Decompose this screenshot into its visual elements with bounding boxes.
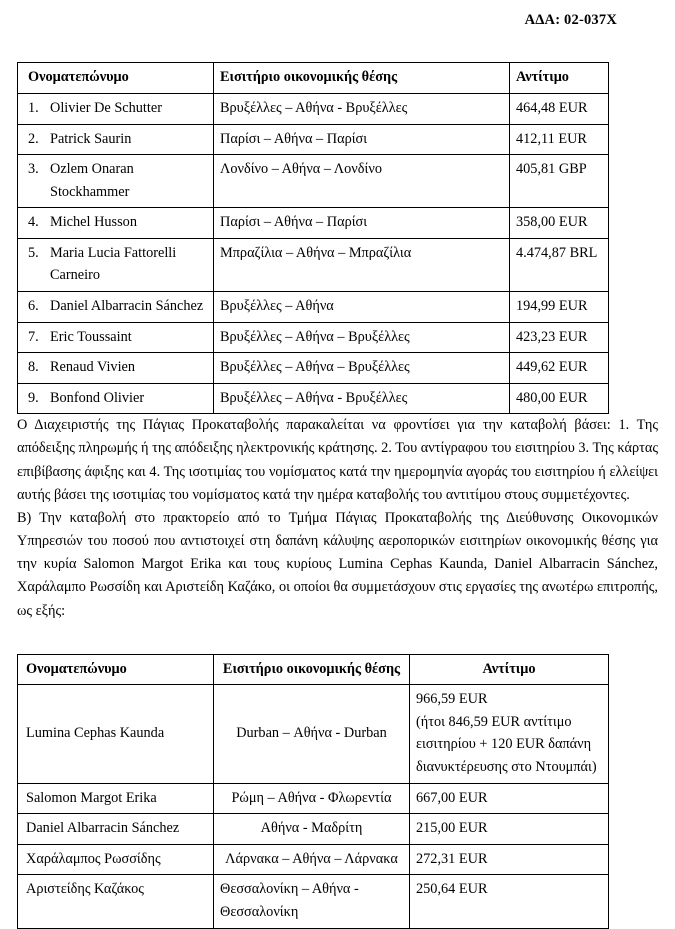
table-row (18, 238, 609, 291)
cell-line: Θεσσαλονίκη – Αθήνα - (220, 881, 359, 898)
cell-route: Λάρνακα – Αθήνα – Λάρνακα (214, 844, 410, 875)
cell-amount: 464,48 EUR (510, 93, 609, 124)
cell-name (18, 238, 214, 291)
participant-name: Maria Lucia Fattorelli Carneiro (50, 244, 177, 284)
table-row (18, 353, 609, 384)
column-header-name: Ονοματεπώνυμο (18, 654, 214, 685)
cell-route: Παρίσι – Αθήνα – Παρίσι (214, 124, 510, 155)
cell-amount: 215,00 EUR (410, 814, 609, 845)
participant-name: Renaud Vivien (50, 359, 136, 376)
cell-route: Βρυξέλλες – Αθήνα - Βρυξέλλες (214, 93, 510, 124)
table-row (18, 783, 609, 814)
table-header-row (18, 654, 609, 685)
ada-header: ΑΔΑ: 02-037Χ (524, 12, 617, 28)
cell-line: εισιτηρίου + 120 EUR δαπάνη (416, 736, 592, 753)
table-row (18, 93, 609, 124)
row-index: 8. (28, 359, 39, 376)
row-index: 2. (28, 130, 39, 147)
cell-name (18, 322, 214, 353)
cell-name (18, 353, 214, 384)
column-header-name: Ονοματεπώνυμο (18, 63, 214, 94)
cell-amount: 412,11 EUR (510, 124, 609, 155)
cell-name (18, 208, 214, 239)
participant-name: Michel Husson (50, 214, 137, 231)
table-row (18, 383, 609, 414)
cell-name (18, 155, 214, 208)
cell-name (18, 383, 214, 414)
cell-line: Θεσσαλονίκη (220, 903, 299, 920)
cell-line: διανυκτέρευσης στο Ντουμπάι) (416, 759, 597, 776)
cell-route: Λονδίνο – Αθήνα – Λονδίνο (214, 155, 510, 208)
row-index: 6. (28, 298, 39, 315)
cell-route: Βρυξέλλες – Αθήνα - Βρυξέλλες (214, 383, 510, 414)
cell-name: Χαράλαμπος Ρωσσίδης (18, 844, 214, 875)
table-row (18, 124, 609, 155)
cell-amount: 250,64 EUR (410, 875, 609, 928)
cell-line: 966,59 EUR (416, 691, 488, 708)
paragraph-section-b: Β) Την καταβολή στο πρακτορείο από το Τμήμα Πάγιας Προκαταβολής της Διεύθυνσης Οικονομικών Υπηρεσιών του ποσού που αντιστοιχεί στη δαπάνη κάλυψης αεροπορικών εισιτηρίων οικονομικής θέσης για την κυρία Salomon Margot Erika και τους κυρίους Lumina Cephas Kaunda, Daniel Albarracin Sánchez, Χαράλαμπο Ρωσσίδη και Αριστείδη Καζάκο, οι οποίοι θα συμμετάσχουν στις εργασίες της ανωτέρω επιτροπής, ως εξής: (17, 509, 658, 619)
row-index: 9. (28, 389, 39, 406)
cell-route: Μπραζίλια – Αθήνα – Μπραζίλια (214, 238, 510, 291)
cell-amount: 358,00 EUR (510, 208, 609, 239)
row-index: 5. (28, 244, 39, 261)
table-row (18, 814, 609, 845)
cell-name (18, 292, 214, 323)
cell-amount: 423,23 EUR (510, 322, 609, 353)
cell-route: Παρίσι – Αθήνα – Παρίσι (214, 208, 510, 239)
table-row (18, 292, 609, 323)
participant-name: Olivier De Schutter (50, 99, 162, 116)
cell-route: Durban – Αθήνα - Durban (214, 685, 410, 783)
column-header-amount: Αντίτιμο (410, 654, 609, 685)
cell-amount: 4.474,87 BRL (510, 238, 609, 291)
cell-amount (410, 685, 609, 783)
cell-amount: 449,62 EUR (510, 353, 609, 384)
participant-name: Ozlem Onaran Stockhammer (50, 161, 134, 200)
cell-line: (ήτοι 846,59 EUR αντίτιμο (416, 713, 572, 730)
cell-route: Ρώμη – Αθήνα - Φλωρεντία (214, 783, 410, 814)
participant-name: Bonfond Olivier (50, 389, 145, 406)
cell-route: Αθήνα - Μαδρίτη (214, 814, 410, 845)
cell-amount: 194,99 EUR (510, 292, 609, 323)
cell-name: Daniel Albarracin Sánchez (18, 814, 214, 845)
table-2-body (18, 685, 609, 928)
cell-amount: 667,00 EUR (410, 783, 609, 814)
cell-route: Βρυξέλλες – Αθήνα – Βρυξέλλες (214, 353, 510, 384)
cell-route (214, 875, 410, 928)
row-index: 7. (28, 328, 39, 345)
row-index: 3. (28, 161, 39, 178)
table-header-row (18, 63, 609, 94)
participants-table-2 (17, 654, 609, 929)
participant-name: Daniel Albarracin Sánchez (50, 298, 204, 315)
cell-amount: 480,00 EUR (510, 383, 609, 414)
paragraph-payment-instructions: Ο Διαχειριστής της Πάγιας Προκαταβολής παρακαλείται να φροντίσει για την καταβολή βάσει: 1. Της απόδειξης πληρωμής ή της απόδειξης ηλεκτρονικής κράτησης. 2. Του αντίγραφου του εισιτηρίου 3. Της κάρτας επιβίβασης άφιξης και 4. Της ισοτιμίας του νομίσματος κατά την ημερομηνία αγοράς του εισιτηρίου ή ελλείψει αυτής βάσει της ισοτιμίας του νομίσματος κατά την ημέρα καταβολής του αντιτίμου στους συμμετέχοντες. (17, 417, 658, 503)
table-row (18, 208, 609, 239)
cell-route: Βρυξέλλες – Αθήνα (214, 292, 510, 323)
cell-name: Αριστείδης Καζάκος (18, 875, 214, 928)
column-header-route: Εισιτήριο οικονομικής θέσης (214, 63, 510, 94)
table-row (18, 685, 609, 783)
row-index: 4. (28, 214, 39, 231)
cell-name: Salomon Margot Erika (18, 783, 214, 814)
row-index: 1. (28, 99, 39, 116)
cell-route: Βρυξέλλες – Αθήνα – Βρυξέλλες (214, 322, 510, 353)
table-row (18, 844, 609, 875)
participants-table-1 (17, 62, 609, 414)
column-header-amount: Αντίτιμο (510, 63, 609, 94)
cell-amount: 405,81 GBP (510, 155, 609, 208)
participant-name: Eric Toussaint (50, 328, 132, 345)
table-1-body (18, 93, 609, 413)
column-header-route: Εισιτήριο οικονομικής θέσης (214, 654, 410, 685)
cell-name (18, 93, 214, 124)
cell-name: Lumina Cephas Kaunda (18, 685, 214, 783)
table-row (18, 322, 609, 353)
participant-name: Patrick Saurin (50, 130, 132, 147)
cell-name (18, 124, 214, 155)
cell-amount: 272,31 EUR (410, 844, 609, 875)
table-row (18, 875, 609, 928)
table-row (18, 155, 609, 208)
